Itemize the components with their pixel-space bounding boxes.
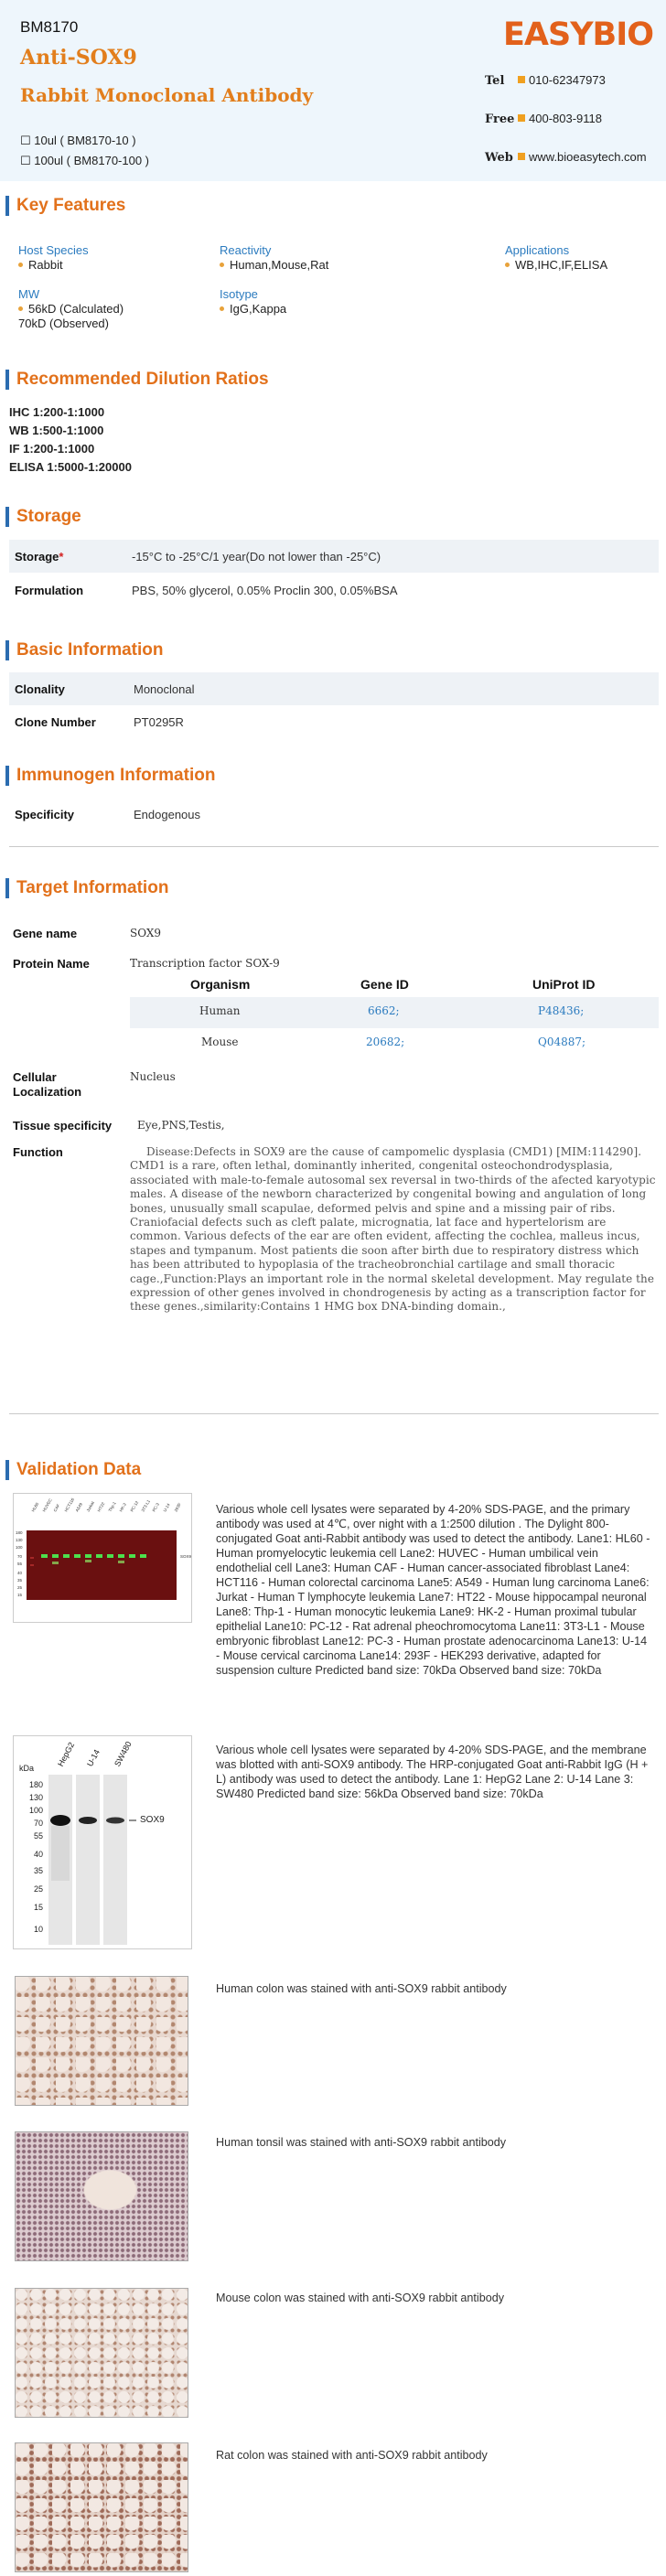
ihc-rat-colon-image xyxy=(15,2442,188,2572)
divider xyxy=(9,1413,659,1414)
function-text: Disease:Defects in SOX9 are the cause of campomelic dysplasia (CMD1) [MIM:114290]. CMD1 is a rare, often lethal, dominantly inherited, congenital osteochondrodysplasia, associated with male-to-female autosomal sex reversal in two-thirds of the afected karyotypic males. A disease of the newborn characterized by congenital bowing and angulation of long bones, unusually small scapulae, deformed pelvis and spine and a missing pair of ribs. Craniofacial defects such as cleft palate, micrognatia, lat face and hypertelorism are common. Various defects of the ear are often evident, affecting the cochlea, malleus incus, stapes and tympanum. Most patients die soon after birth due to respiratory distress which has been attributed to hypoplasia of the tracheobronchial cartilage and small thoracic cage.,Function:Plays an important role in the normal skeletal development. May regulate the expression of other genes involved in chondrogenesis by acting as a transcription factor for these genes.,similarity:Contains 1 HMG box DNA-binding domain., xyxy=(130,1145,656,1314)
svg-text:3T3-L1: 3T3-L1 xyxy=(140,1498,151,1513)
svg-text:U-14: U-14 xyxy=(162,1502,171,1513)
isotype-label: Isotype xyxy=(220,287,258,301)
lane-label-u14: U-14 xyxy=(85,1747,102,1768)
marker-label: 100 xyxy=(28,1806,43,1815)
contact-free: Free 400-803-9118 xyxy=(485,112,602,126)
mw-observed: 70kD (Observed) xyxy=(18,317,109,330)
svg-text:180: 180 xyxy=(16,1530,23,1535)
ortholog-organism: Human xyxy=(199,1004,241,1017)
marker-label: 25 xyxy=(33,1884,43,1894)
wb2-marker-ladder xyxy=(23,1778,43,1936)
lane-label-sw480: SW480 xyxy=(113,1739,134,1768)
svg-text:PC-12: PC-12 xyxy=(129,1499,140,1513)
wb-fluorescent-image xyxy=(13,1493,192,1623)
wb2-band-label: SOX9 xyxy=(140,1815,165,1825)
ihc-human-colon-image xyxy=(15,1976,188,2106)
section-basic-information: Basic Information xyxy=(5,640,163,660)
storage-row xyxy=(9,540,659,573)
reactivity-label: Reactivity xyxy=(220,243,272,257)
ortholog-uniprot-link[interactable]: Q04887; xyxy=(538,1036,586,1048)
svg-text:25: 25 xyxy=(17,1585,23,1590)
easybio-logo: EASYBIO xyxy=(503,16,654,53)
svg-text:130: 130 xyxy=(16,1538,23,1542)
svg-text:PC-3: PC-3 xyxy=(151,1502,160,1513)
host-species-value: Rabbit xyxy=(18,258,63,273)
section-immunogen: Immunogen Information xyxy=(5,766,215,786)
marker-label: 180 xyxy=(28,1780,43,1789)
dilution-elisa: ELISA 1:5000-1:20000 xyxy=(9,460,132,474)
ortholog-gene-id-link[interactable]: 6662; xyxy=(368,1004,400,1017)
svg-text:100: 100 xyxy=(16,1545,23,1550)
storage-value: -15°C to -25°C/1 year(Do not lower than -25°C) xyxy=(132,550,381,564)
wb-fluorescent-caption: Various whole cell lysates were separated by 4-20% SDS-PAGE, and the primary antibody was used at 4℃, over night with a 1:2500 dilution . The Dylight 800-conjugated Goat anti-Rabbit antibody was used to detect the antibody. Lane1: HL60 - Human promyelocytic leukemia cell Lane2: HUVEC - Human umbilical vein endothelial cell Lane3: Human CAF - Human cancer-associated fibroblast Lane4: HCT116 - Human colorectal carcinoma Lane5: A549 - Human lung carcinoma Lane6: Jurkat - Human T lymphocyte leukemia Lane7: HT22 - Mouse hippocampal neuronal Lane8: Thp-1 - Human monocytic leukemia Lane9: HK-2 - Human proximal tubular epithelial Lane10: PC-12 - Rat adrenal pheochromocytoma Lane11: 3T3-L1 - Mouse embryonic fibroblast Lane12: PC-3 - Human prostate adenocarcinoma Lane13: U-14 - Mouse cervical carcinoma Lane14: 293F - HEK293 derivative, adapted for suspension culture Predicted band size: 70kDa Observed band size: 70kDa xyxy=(216,1503,650,1677)
reactivity-value: Human,Mouse,Rat xyxy=(220,258,328,273)
marker-label: 10 xyxy=(33,1925,43,1934)
ihc-mouse-colon-image xyxy=(15,2288,188,2418)
website-link[interactable]: www.bioeasytech.com xyxy=(529,150,647,164)
section-target-information: Target Information xyxy=(5,878,168,898)
svg-text:15: 15 xyxy=(17,1593,23,1597)
svg-text:A549: A549 xyxy=(74,1501,84,1513)
contact-tel: Tel 010-62347973 xyxy=(485,73,606,88)
section-key-features: Key Features xyxy=(5,196,125,216)
contact-web: Web www.bioeasytech.com xyxy=(485,150,647,165)
orthologs-header-uniprot: UniProt ID xyxy=(532,977,596,992)
host-species-label: Host Species xyxy=(18,243,89,257)
svg-text:CAF: CAF xyxy=(52,1503,61,1513)
mw-label: MW xyxy=(18,287,40,301)
protein-name-value: Transcription factor SOX-9 xyxy=(130,957,280,970)
ihc-human-tonsil-image xyxy=(15,2131,188,2261)
svg-text:293F: 293F xyxy=(173,1502,182,1513)
size-options xyxy=(20,131,149,171)
product-subtitle: Rabbit Monoclonal Antibody xyxy=(20,84,314,106)
function-label: Function xyxy=(13,1145,63,1159)
svg-text:Jurkat: Jurkat xyxy=(85,1500,95,1513)
clone-number-row xyxy=(9,705,659,738)
svg-text:35: 35 xyxy=(17,1578,23,1583)
wb-chemiluminescent-caption: Various whole cell lysates were separated by 4-20% SDS-PAGE, and the membrane was blotted with anti-SOX9 antibody. The HRP-conjugated Goat anti-Rabbit IgG (H + L) antibody was used to detect the antibody. Lane 1: HepG2 Lane 2: U-14 Lane 3: SW480 Predicted band size: 56kDa Observed band size: 70kDa xyxy=(216,1744,649,1800)
applications-value: WB,IHC,IF,ELISA xyxy=(505,258,607,273)
storage-label: Storage* xyxy=(15,550,64,564)
wb-chemiluminescent-image xyxy=(13,1735,192,1949)
wb2-kda-label: kDa xyxy=(19,1764,35,1773)
section-dilution: Recommended Dilution Ratios xyxy=(5,370,269,390)
size-option-100ul: ☐ 100ul ( BM8170-100 ) xyxy=(20,154,150,167)
ortholog-organism: Mouse xyxy=(201,1036,239,1048)
header-banner xyxy=(0,0,666,181)
specificity-value: Endogenous xyxy=(134,808,201,821)
svg-text:HUVEC: HUVEC xyxy=(41,1497,53,1513)
ihc-human-tonsil-caption: Human tonsil was stained with anti-SOX9 rabbit antibody xyxy=(216,2136,507,2149)
formulation-label: Formulation xyxy=(15,584,84,597)
ortholog-uniprot-link[interactable]: P48436; xyxy=(538,1004,585,1017)
protein-name-label: Protein Name xyxy=(13,957,90,971)
svg-text:Thp-1: Thp-1 xyxy=(107,1500,117,1513)
ihc-human-colon-caption: Human colon was stained with anti-SOX9 rabbit antibody xyxy=(216,1982,507,1995)
dilution-wb: WB 1:500-1:1000 xyxy=(9,424,104,437)
gene-name-label: Gene name xyxy=(13,927,78,940)
formulation-value: PBS, 50% glycerol, 0.05% Proclin 300, 0.05%BSA xyxy=(132,584,398,597)
svg-text:HT22: HT22 xyxy=(96,1501,106,1513)
isotype-value: IgG,Kappa xyxy=(220,302,286,317)
cellular-localization-label: Cellular Localization xyxy=(13,1070,82,1099)
applications-label: Applications xyxy=(505,243,570,257)
ortholog-gene-id-link[interactable]: 20682; xyxy=(366,1036,405,1048)
svg-text:HL60: HL60 xyxy=(30,1501,40,1513)
lane-label-hepg2: HepG2 xyxy=(56,1740,77,1768)
marker-label: 35 xyxy=(33,1866,43,1875)
specificity-row xyxy=(9,798,659,831)
specificity-label: Specificity xyxy=(15,808,75,821)
svg-text:SOX9: SOX9 xyxy=(180,1554,191,1559)
clonality-row xyxy=(9,672,659,705)
svg-text:HCT116: HCT116 xyxy=(63,1497,76,1513)
marker-label: 15 xyxy=(33,1903,43,1912)
svg-text:70: 70 xyxy=(17,1554,23,1559)
ihc-mouse-colon-caption: Mouse colon was stained with anti-SOX9 rabbit antibody xyxy=(216,2292,505,2304)
wb2-membrane xyxy=(48,1775,158,1945)
svg-text:HK-2: HK-2 xyxy=(118,1502,127,1513)
section-storage: Storage xyxy=(5,507,81,527)
clone-number-value: PT0295R xyxy=(134,715,184,729)
product-name: Anti-SOX9 xyxy=(20,46,137,70)
cellular-localization-value: Nucleus xyxy=(130,1070,176,1083)
svg-text:40: 40 xyxy=(17,1571,23,1575)
gene-name-value: SOX9 xyxy=(130,927,162,939)
wb-fluorescent-blot xyxy=(14,1494,191,1622)
orthologs-header-organism: Organism xyxy=(190,977,251,992)
size-option-10ul: ☐ 10ul ( BM8170-10 ) xyxy=(20,134,136,147)
dilution-if: IF 1:200-1:1000 xyxy=(9,442,95,456)
marker-label: 40 xyxy=(33,1850,43,1859)
mw-calculated: 56kD (Calculated) xyxy=(18,302,124,317)
formulation-row xyxy=(9,574,659,606)
divider xyxy=(9,846,659,847)
tissue-specificity-label: Tissue specificity xyxy=(13,1119,113,1132)
tissue-specificity-value: Eye,PNS,Testis, xyxy=(137,1119,225,1132)
clonality-label: Clonality xyxy=(15,682,65,696)
orthologs-header-gene-id: Gene ID xyxy=(360,977,409,992)
marker-label: 55 xyxy=(33,1831,43,1841)
ihc-rat-colon-caption: Rat colon was stained with anti-SOX9 rabbit antibody xyxy=(216,2449,488,2462)
marker-label: 70 xyxy=(33,1819,43,1828)
svg-text:55: 55 xyxy=(17,1562,23,1566)
clonality-value: Monoclonal xyxy=(134,682,195,696)
dilution-ihc: IHC 1:200-1:1000 xyxy=(9,405,105,419)
section-validation-data: Validation Data xyxy=(5,1460,141,1480)
marker-label: 130 xyxy=(28,1793,43,1802)
clone-number-label: Clone Number xyxy=(15,715,96,729)
catalog-number: BM8170 xyxy=(20,18,79,36)
